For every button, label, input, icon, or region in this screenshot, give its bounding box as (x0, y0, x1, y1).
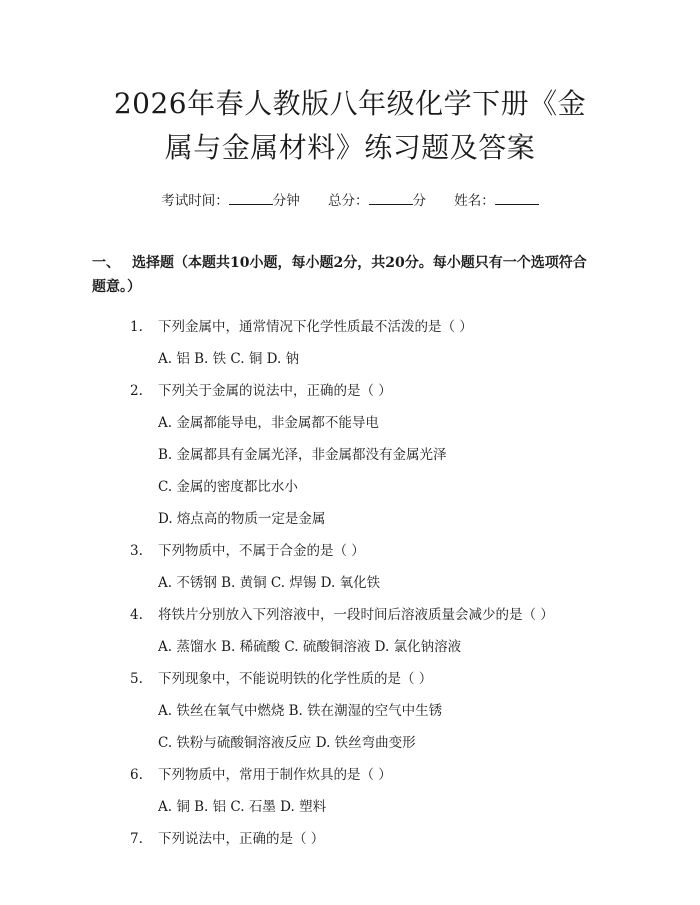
question-text: 下列物质中，常用于制作炊具的是（ ） (158, 767, 392, 783)
question-stem (130, 535, 600, 567)
question-item (130, 823, 600, 855)
question-number: 4. (130, 607, 143, 623)
name-field (454, 191, 539, 211)
total-score-label: 总分： (328, 193, 369, 209)
section-heading (92, 251, 600, 299)
question-stem (130, 599, 600, 631)
question-options: A. 铜 B. 铝 C. 石墨 D. 塑料 (158, 799, 327, 815)
total-score-field (328, 191, 426, 211)
section-heading-text: 选择题（本题共10小题，每小题2分，共20分。每小题只有一个选项符合题意。） (92, 255, 587, 295)
exam-time-blank (229, 191, 273, 205)
question-item (130, 375, 600, 535)
question-item (130, 311, 600, 375)
question-text: 将铁片分别放入下列溶液中，一段时间后溶液质量会减少的是（ ） (158, 607, 554, 623)
question-item (130, 535, 600, 599)
exam-info (100, 191, 600, 211)
question-stem (130, 375, 600, 407)
question-item (130, 663, 600, 759)
question-text: 下列说法中，正确的是（ ） (158, 831, 325, 847)
question-options: A. 蒸馏水 B. 稀硫酸 C. 硫酸铜溶液 D. 氯化钠溶液 (158, 639, 462, 655)
total-score-blank (369, 191, 413, 205)
question-list (130, 311, 600, 855)
question-stem (130, 823, 600, 855)
question-options: A. 铝 B. 铁 C. 铜 D. 钠 (158, 351, 300, 367)
question-number: 5. (130, 671, 143, 687)
question-options: A. 不锈钢 B. 黄铜 C. 焊锡 D. 氧化铁 (158, 575, 381, 591)
question-item (130, 759, 600, 823)
question-stem (130, 663, 600, 695)
question-number: 3. (130, 543, 143, 559)
question-number: 6. (130, 767, 143, 783)
exam-time-unit: 分钟 (272, 193, 300, 209)
question-text: 下列现象中，不能说明铁的化学性质的是（ ） (158, 671, 433, 687)
question-stem (130, 759, 600, 791)
exam-time-label: 考试时间： (161, 193, 229, 209)
question-stem (130, 311, 600, 343)
question-options: D. 熔点高的物质一定是金属 (158, 511, 326, 527)
question-options: A. 铁丝在氧气中燃烧 B. 铁在潮湿的空气中生锈 (158, 703, 443, 719)
question-options: C. 金属的密度都比水小 (158, 479, 298, 495)
question-text: 下列金属中，通常情况下化学性质最不活泼的是（ ） (158, 319, 473, 335)
question-options: A. 金属都能导电，非金属都不能导电 (158, 415, 379, 431)
document-title: 2026年春人教版八年级化学下册《金属与金属材料》练习题及答案 (113, 87, 587, 164)
total-score-unit: 分 (412, 193, 426, 209)
exam-time-field (161, 191, 300, 211)
question-options: C. 铁粉与硫酸铜溶液反应 D. 铁丝弯曲变形 (158, 735, 416, 751)
question-number: 2. (130, 383, 143, 399)
question-options: B. 金属都具有金属光泽，非金属都没有金属光泽 (158, 447, 447, 463)
question-text: 下列物质中，不属于合金的是（ ） (158, 543, 365, 559)
question-number: 1. (130, 319, 143, 335)
name-blank (495, 191, 539, 205)
question-text: 下列关于金属的说法中，正确的是（ ） (158, 383, 392, 399)
question-item (130, 599, 600, 663)
question-number: 7. (130, 831, 143, 847)
section-number: 一、 (92, 255, 120, 271)
name-label: 姓名： (454, 193, 495, 209)
